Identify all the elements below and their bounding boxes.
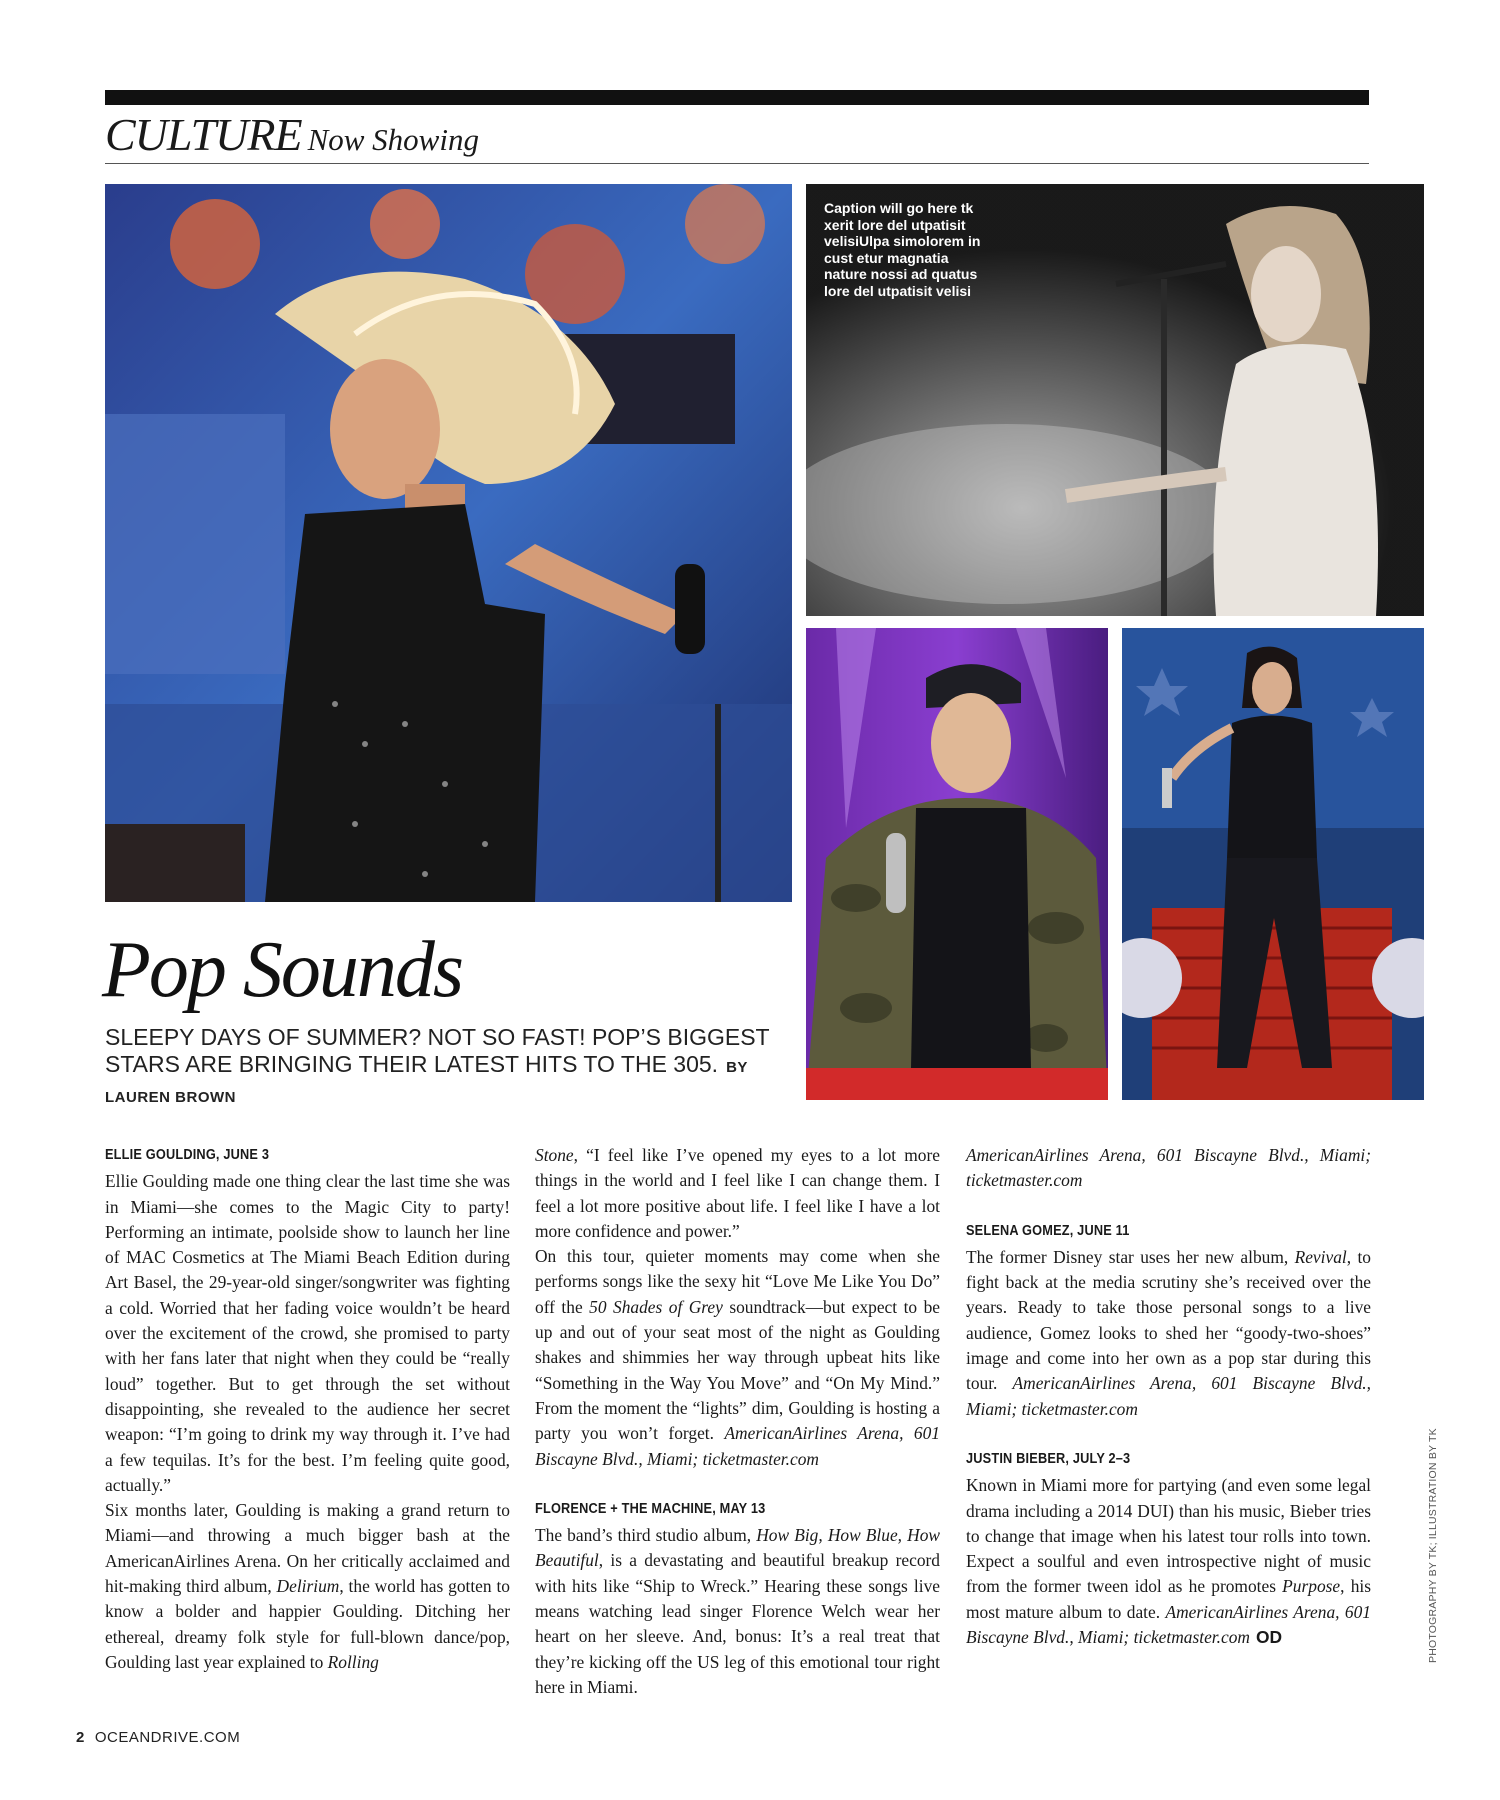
- article-column-2: [535, 1143, 940, 1700]
- subhead-bieber: JUSTIN BIEBER, JULY 2–3: [966, 1450, 1131, 1467]
- byline: BY LAUREN BROWN: [105, 1059, 748, 1106]
- photo-ellie-goulding: [105, 184, 792, 902]
- top-rule: [105, 90, 1369, 105]
- article-column-1: [105, 1143, 510, 1675]
- film-title: 50 Shades of Grey: [589, 1296, 723, 1317]
- album-title: Purpose: [1282, 1576, 1341, 1597]
- album-title: How Big, How Blue, How Beautiful: [535, 1525, 940, 1571]
- paragraph: The former Disney star uses her new album, Revival, to fight back at the media scrutiny she’s received over the years. Ready to take those personal songs to a live audience, Gomez looks to shed her “goody-two-shoes” image and come into her own as a pop star during this tour. AmericanAirlines Arena, 601 Biscayne Blvd., Miami; ticketmaster.com: [966, 1246, 1372, 1419]
- paragraph: The band’s third studio album, How Big, How Blue, How Beautiful, is a devastating and beautiful breakup record with hits like “Ship to Wreck.” Hearing these songs live means watching lead singer Florence Welch wear her heart on her sleeve. And, bonus: It’s a real treat that they’re kicking off the US leg of this emotional tour right here in Miami.: [535, 1525, 940, 1697]
- paragraph: Six months later, Goulding is making a grand return to Miami—and throwing a much bigger bash at the AmericanAirlines Arena. On her critically acclaimed and hit-making third album, Delirium, the world has gotten to know a bolder and happier Goulding. Ditching her ethereal, dreamy folk style for full-blown dance/pop, Goulding last year explained to Rolling: [105, 1500, 510, 1672]
- dek: [105, 1024, 785, 1111]
- album-title: Revival: [1294, 1246, 1347, 1267]
- paragraph: [966, 1143, 1371, 1194]
- venue-info: AmericanAirlines Arena, 601 Biscayne Blvd., Miami; ticketmaster.com: [966, 1145, 1371, 1191]
- venue-info: AmericanAirlines Arena, 601 Biscayne Blvd., Miami; ticketmaster.com: [966, 1601, 1371, 1648]
- page-footer: [76, 1729, 240, 1746]
- subhead-goulding: ELLIE GOULDING, JUNE 3: [105, 1147, 270, 1163]
- dek-text: SLEEPY DAYS OF SUMMER? NOT SO FAST! POP’S BIGGEST STARS ARE BRINGING THEIR LATEST HITS TO THE 305.: [105, 1024, 770, 1077]
- photo-selena-gomez: [1122, 628, 1424, 1100]
- photo-credit: PHOTOGRAPHY BY TK; ILLUSTRATION BY TK: [1427, 1428, 1439, 1663]
- headline: Pop Sounds: [102, 926, 462, 1014]
- magazine-title: Rolling: [327, 1651, 379, 1672]
- section-title: CULTURE: [105, 109, 302, 160]
- paragraph: On this tour, quieter moments may come when she performs songs like the sexy hit “Love Me Like You Do” off the 50 Shades of Grey soundtrack—but expect to be up and out of your seat most of the night as Goulding shakes and shimmies her way through upbeat hits like “Something in the Way You Move” and “On My Mind.” From the moment the “lights” dim, Goulding is hosting a party you won’t forget. AmericanAirlines Arena, 601 Biscayne Blvd., Miami; ticketmaster.com: [535, 1246, 940, 1469]
- subhead-florence: FLORENCE + THE MACHINE, MAY 13: [535, 1500, 766, 1517]
- venue-info: AmericanAirlines Arena, 601 Biscayne Blvd., Miami; ticketmaster.com: [535, 1423, 940, 1469]
- album-title: Delirium: [276, 1576, 340, 1597]
- paragraph: Known in Miami more for partying (and even some legal drama including a 2014 DUI) than his music, Bieber tries to change that image when his latest tour rolls into town. Expect a soulful and even introspective night of music from the former tween idol as he promotes Purpose, his most mature album to date. AmericanAirlines Arena, 601 Biscayne Blvd., Miami; ticketmaster.com OD: [966, 1475, 1371, 1648]
- subhead-gomez: SELENA GOMEZ, JUNE 11: [966, 1222, 1130, 1239]
- paragraph: Stone, “I feel like I’ve opened my eyes to a lot more things in the world and I feel like I can change them. I feel a lot more positive about life. I feel like I have a lot more confidence and power.”: [535, 1145, 940, 1241]
- section-header: [105, 108, 1369, 164]
- end-mark: OD: [1255, 1627, 1283, 1648]
- page-number: 2: [76, 1729, 85, 1746]
- photo-justin-bieber: [806, 628, 1108, 1100]
- magazine-title: Stone: [535, 1145, 574, 1165]
- photo-caption: Caption will go here tk xerit lore del utpatisit velisiUlpa simolorem in cust etur magnatia nature nossi ad quatus lore del utpatisit velisi: [824, 200, 981, 299]
- section-subtitle: Now Showing: [307, 122, 479, 157]
- article-column-3: [966, 1143, 1371, 1650]
- paragraph: Ellie Goulding made one thing clear the last time she was in Miami—she comes to the Magic City to party! Performing an intimate, poolside show to launch her line of MAC Cosmetics at The Miami Beach Edition during Art Basel, the 29-year-old singer/songwriter was fighting a cold. Worried that her fading voice wouldn’t be heard over the excitement of the crowd, she promised to party with her fans later that night when they could be “really loud” together. But to get through the set without disappointing, she revealed to the audience her secret weapon: “I’m going to drink my way through it. I’ve had a few tequilas. It’s for the best. I’m feeling quite good, actually.”: [105, 1171, 510, 1495]
- site-name: OCEANDRIVE.COM: [94, 1729, 241, 1746]
- venue-info: AmericanAirlines Arena, 601 Biscayne Blvd., Miami; ticketmaster.com: [966, 1373, 1372, 1419]
